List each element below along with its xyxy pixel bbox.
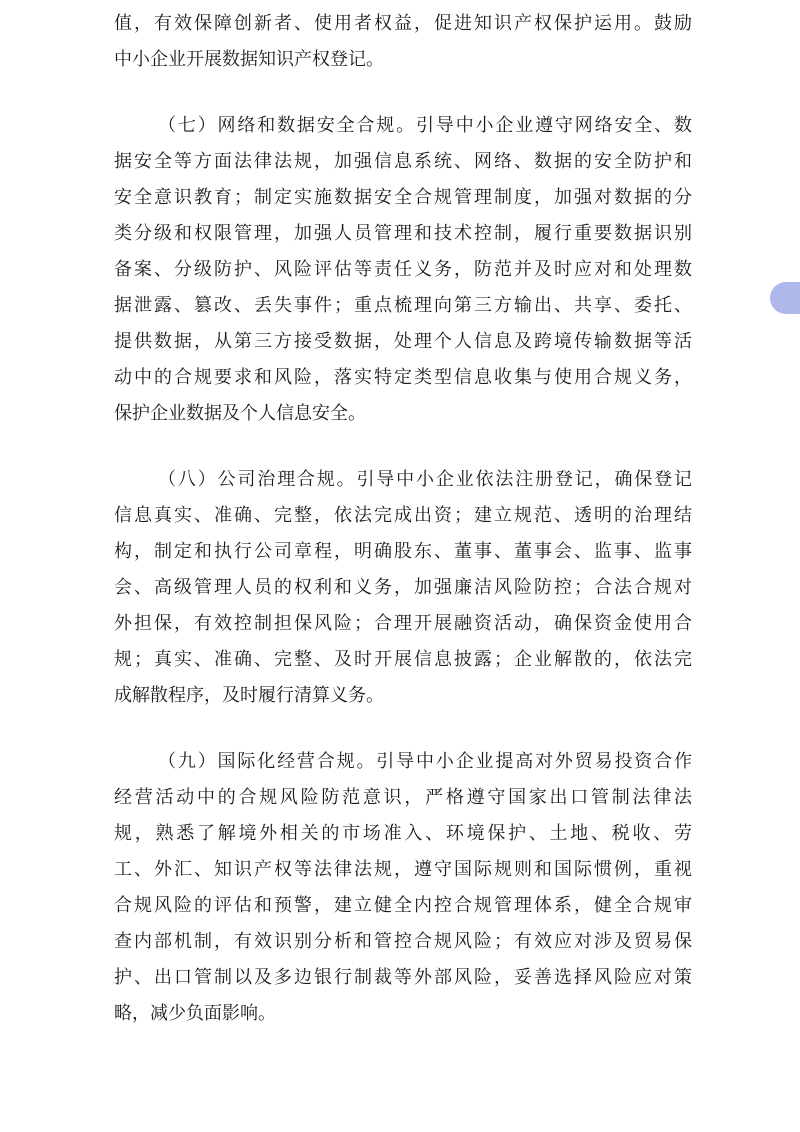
text-line: 查内部机制，有效识别分析和管控合规风险；有效应对涉及贸易保 (114, 931, 692, 952)
paragraph (114, 0, 692, 78)
text-line: 保护企业数据及个人信息安全。 (114, 403, 366, 424)
text-line: 工、外汇、知识产权等法律法规，遵守国际规则和国际惯例，重视 (114, 859, 692, 880)
text-line: 经营活动中的合规风险防范意识，严格遵守国家出口管制法律法 (114, 787, 692, 808)
text-line: 提供数据，从第三方接受数据，处理个人信息及跨境传输数据等活 (114, 331, 692, 352)
text-line: 护、出口管制以及多边银行制裁等外部风险，妥善选择风险应对策 (114, 967, 692, 988)
text-line: 规，熟悉了解境外相关的市场准入、环境保护、土地、税收、劳 (114, 823, 692, 844)
text-line: 规；真实、准确、完整、及时开展信息披露；企业解散的，依法完 (114, 649, 692, 670)
document-page (114, 0, 692, 1032)
text-line: （八）公司治理合规。引导中小企业依法注册登记，确保登记 (158, 469, 692, 490)
text-line: 据安全等方面法律法规，加强信息系统、网络、数据的安全防护和 (114, 151, 692, 172)
paragraph (114, 108, 692, 432)
side-tab-button[interactable] (770, 282, 800, 314)
text-line: 外担保，有效控制担保风险；合理开展融资活动，确保资金使用合 (114, 613, 692, 634)
paragraph (114, 744, 692, 1032)
text-line: 信息真实、准确、完整，依法完成出资；建立规范、透明的治理结 (114, 505, 692, 526)
text-line: 中小企业开展数据知识产权登记。 (114, 49, 384, 70)
text-line: （七）网络和数据安全合规。引导中小企业遵守网络安全、数 (158, 115, 692, 136)
text-line: 会、高级管理人员的权利和义务，加强廉洁风险防控；合法合规对 (114, 577, 692, 598)
text-line: 值，有效保障创新者、使用者权益，促进知识产权保护运用。鼓励 (114, 13, 692, 34)
text-line: 类分级和权限管理，加强人员管理和技术控制，履行重要数据识别 (114, 223, 692, 244)
text-line: 安全意识教育；制定实施数据安全合规管理制度，加强对数据的分 (114, 187, 692, 208)
text-line: 合规风险的评估和预警，建立健全内控合规管理体系，健全合规审 (114, 895, 692, 916)
paragraph (114, 462, 692, 714)
text-line: 备案、分级防护、风险评估等责任义务，防范并及时应对和处理数 (114, 259, 692, 280)
text-line: 动中的合规要求和风险，落实特定类型信息收集与使用合规义务， (114, 367, 692, 388)
text-line: 成解散程序，及时履行清算义务。 (114, 685, 384, 706)
text-line: 据泄露、篡改、丢失事件；重点梳理向第三方输出、共享、委托、 (114, 295, 692, 316)
text-line: 构，制定和执行公司章程，明确股东、董事、董事会、监事、监事 (114, 541, 692, 562)
text-line: （九）国际化经营合规。引导中小企业提高对外贸易投资合作 (158, 751, 692, 772)
text-line: 略，减少负面影响。 (114, 1003, 276, 1024)
